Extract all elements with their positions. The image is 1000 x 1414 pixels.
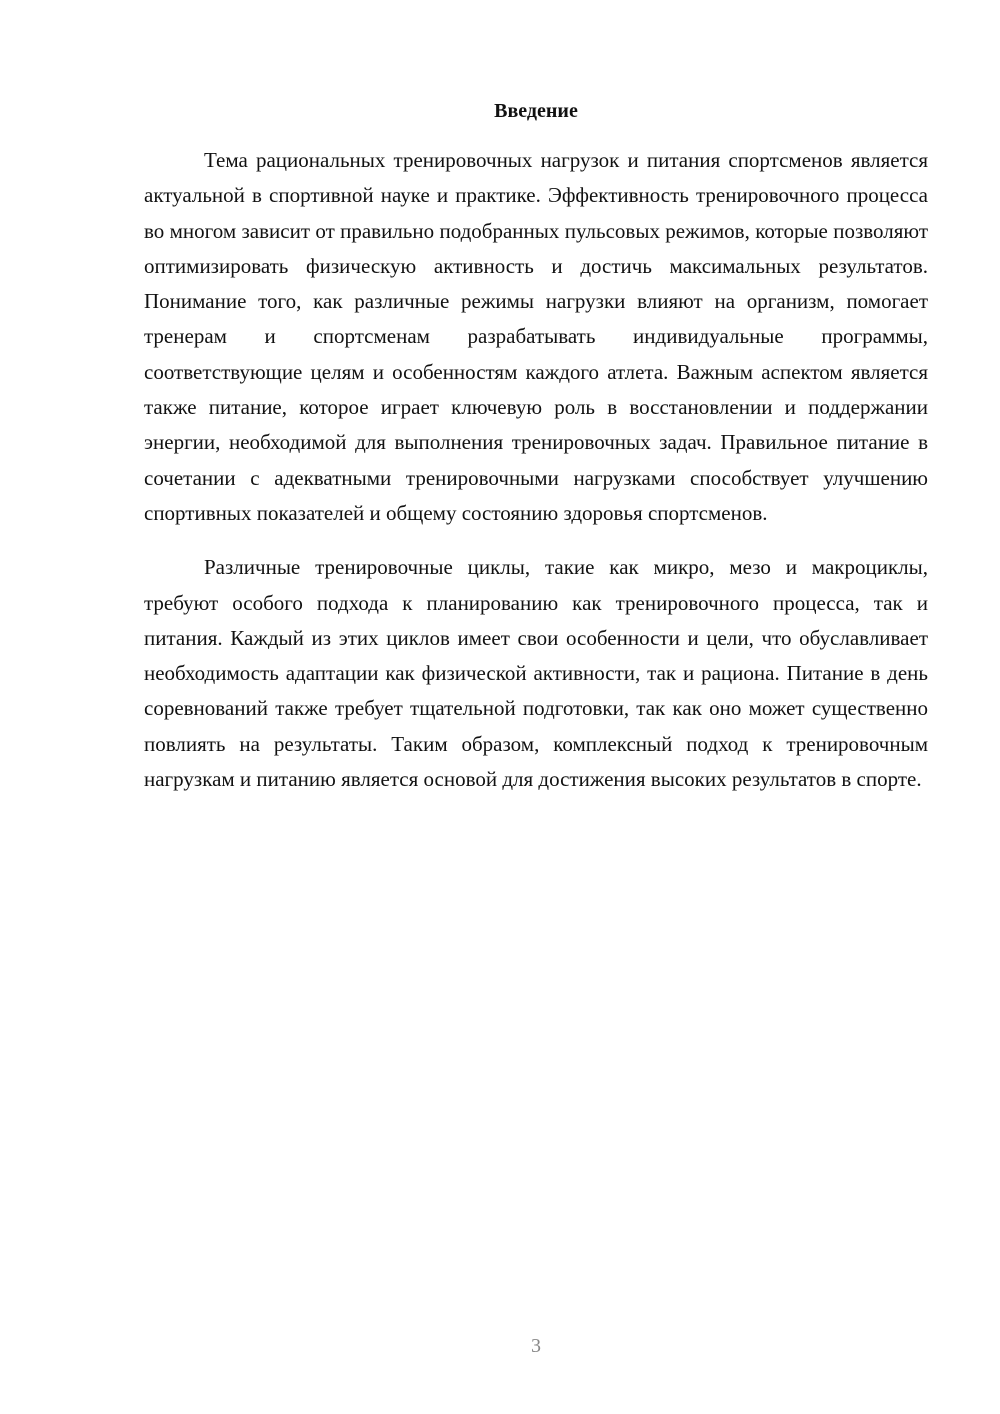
paragraph-2: Различные тренировочные циклы, такие как микро, мезо и макроциклы, требуют особого подхода к планированию как тренировочного процесса, так и питания. Каждый из этих циклов имеет свои особенности и цели, что обуславливает необходимость адаптации как физической активности, так и рациона. Питание в день соревнований также требует тщательной подготовки, так как оно может существенно повлиять на результаты. Таким образом, комплексный подход к тренировочным нагрузкам и питанию является основой для достижения высоких результатов в спорте. [144,555,928,792]
body-text [144,143,928,797]
paragraph-1: Тема рациональных тренировочных нагрузок и питания спортсменов является актуальной в спортивной науке и практике. Эффективность тренировочного процесса во многом зависит от правильно подобранных пульсовых режимов, которые позволяют оптимизировать физическую активность и достичь максимальных результатов. Понимание того, как различные режимы нагрузки влияют на организм, помогает тренерам и спортсменам разрабатывать индивидуальные программы, соответствующие целям и особенностям каждого атлета. Важным аспектом является также питание, которое играет ключевую роль в восстановлении и поддержании энергии, необходимой для выполнения тренировочных задач. Правильное питание в сочетании с адекватными тренировочными нагрузками способствует улучшению спортивных показателей и общему состоянию здоровья спортсменов. [144,148,928,525]
page-number: 3 [531,1335,541,1357]
section-heading: Введение [494,100,578,122]
